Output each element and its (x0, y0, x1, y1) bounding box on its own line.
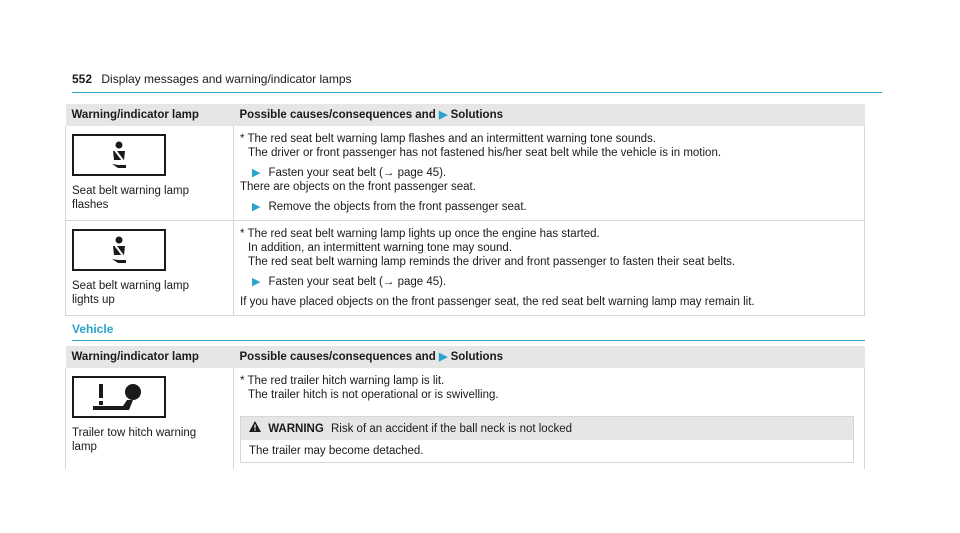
solutions-arrow-icon: ▶ (438, 109, 448, 121)
cause-text: * The red seat belt warning lamp lights up once the engine has started. (240, 228, 600, 240)
cause-text: The driver or front passenger has not fastened his/her seat belt while the vehicle is in motion. (248, 147, 722, 159)
seat-belt-icon (72, 134, 166, 176)
warning-body: The trailer may become detached. (249, 445, 424, 457)
seat-belt-lamp-table (65, 104, 865, 316)
solutions-header-label: Solutions (450, 109, 503, 121)
cause-text: The red seat belt warning lamp reminds the driver and front passenger to fasten their seat belts. (248, 256, 736, 268)
table-row (66, 126, 865, 221)
warning-text: Risk of an accident if the ball neck is not locked (331, 423, 572, 435)
warning-label: WARNING (268, 423, 324, 435)
seat-belt-icon (72, 229, 166, 271)
lamp-cell (66, 368, 234, 469)
causes-header-label: Possible causes/consequences and (239, 351, 436, 363)
lamp-column-header: Warning/indicator lamp (66, 104, 234, 126)
cause-text: * The red trailer hitch warning lamp is lit. (240, 375, 445, 387)
causes-header-label: Possible causes/consequences and (239, 109, 436, 121)
lamp-column-header: Warning/indicator lamp (66, 346, 234, 368)
step-arrow-icon: ▶ (252, 167, 261, 179)
cause-text: If you have placed objects on the front passenger seat, the red seat belt warning lamp may remain lit. (240, 296, 755, 308)
causes-column-header (234, 104, 865, 126)
warning-triangle-icon (249, 421, 261, 436)
cause-text: The trailer hitch is not operational or is swivelling. (248, 389, 499, 401)
lamp-name: Seat belt warning lamp (72, 185, 189, 197)
lamp-name: Seat belt warning lamp (72, 280, 189, 292)
warning-box (240, 416, 854, 463)
trailer-hitch-icon (72, 376, 166, 418)
step-arrow-icon: ▶ (252, 201, 261, 213)
solution-step: ▶ Remove the objects from the front passenger seat. (252, 201, 527, 213)
section-title: Vehicle (72, 322, 865, 341)
causes-cell (234, 126, 865, 221)
cause-text: * The red seat belt warning lamp flashes and an intermittent warning tone sounds. (240, 133, 656, 145)
table-row (66, 221, 865, 316)
cause-text: There are objects on the front passenger seat. (240, 181, 476, 193)
page-title: Display messages and warning/indicator lamps (101, 72, 352, 86)
warning-title (241, 417, 853, 440)
lamp-cell (66, 126, 234, 221)
page-number: 552 (72, 72, 93, 86)
solutions-arrow-icon: ▶ (438, 351, 448, 363)
lamp-name-state: flashes (72, 199, 109, 211)
lamp-name-state: lights up (72, 294, 115, 306)
cause-text: In addition, an intermittent warning tone may sound. (248, 242, 513, 254)
lamp-cell (66, 221, 234, 316)
causes-cell (234, 368, 865, 469)
solutions-header-label: Solutions (450, 351, 503, 363)
lamp-name-state: lamp (72, 441, 97, 453)
page-header (72, 72, 882, 93)
table-header-row (66, 104, 865, 126)
solution-step: ▶ Fasten your seat belt (→ page 45). (252, 276, 447, 288)
causes-cell (234, 221, 865, 316)
solution-step: ▶ Fasten your seat belt (→ page 45). (252, 167, 447, 179)
causes-column-header (234, 346, 865, 368)
lamp-name: Trailer tow hitch warning (72, 427, 197, 439)
table-row (66, 368, 865, 469)
trailer-lamp-table (65, 346, 865, 469)
table-header-row (66, 346, 865, 368)
step-arrow-icon: ▶ (252, 276, 261, 288)
